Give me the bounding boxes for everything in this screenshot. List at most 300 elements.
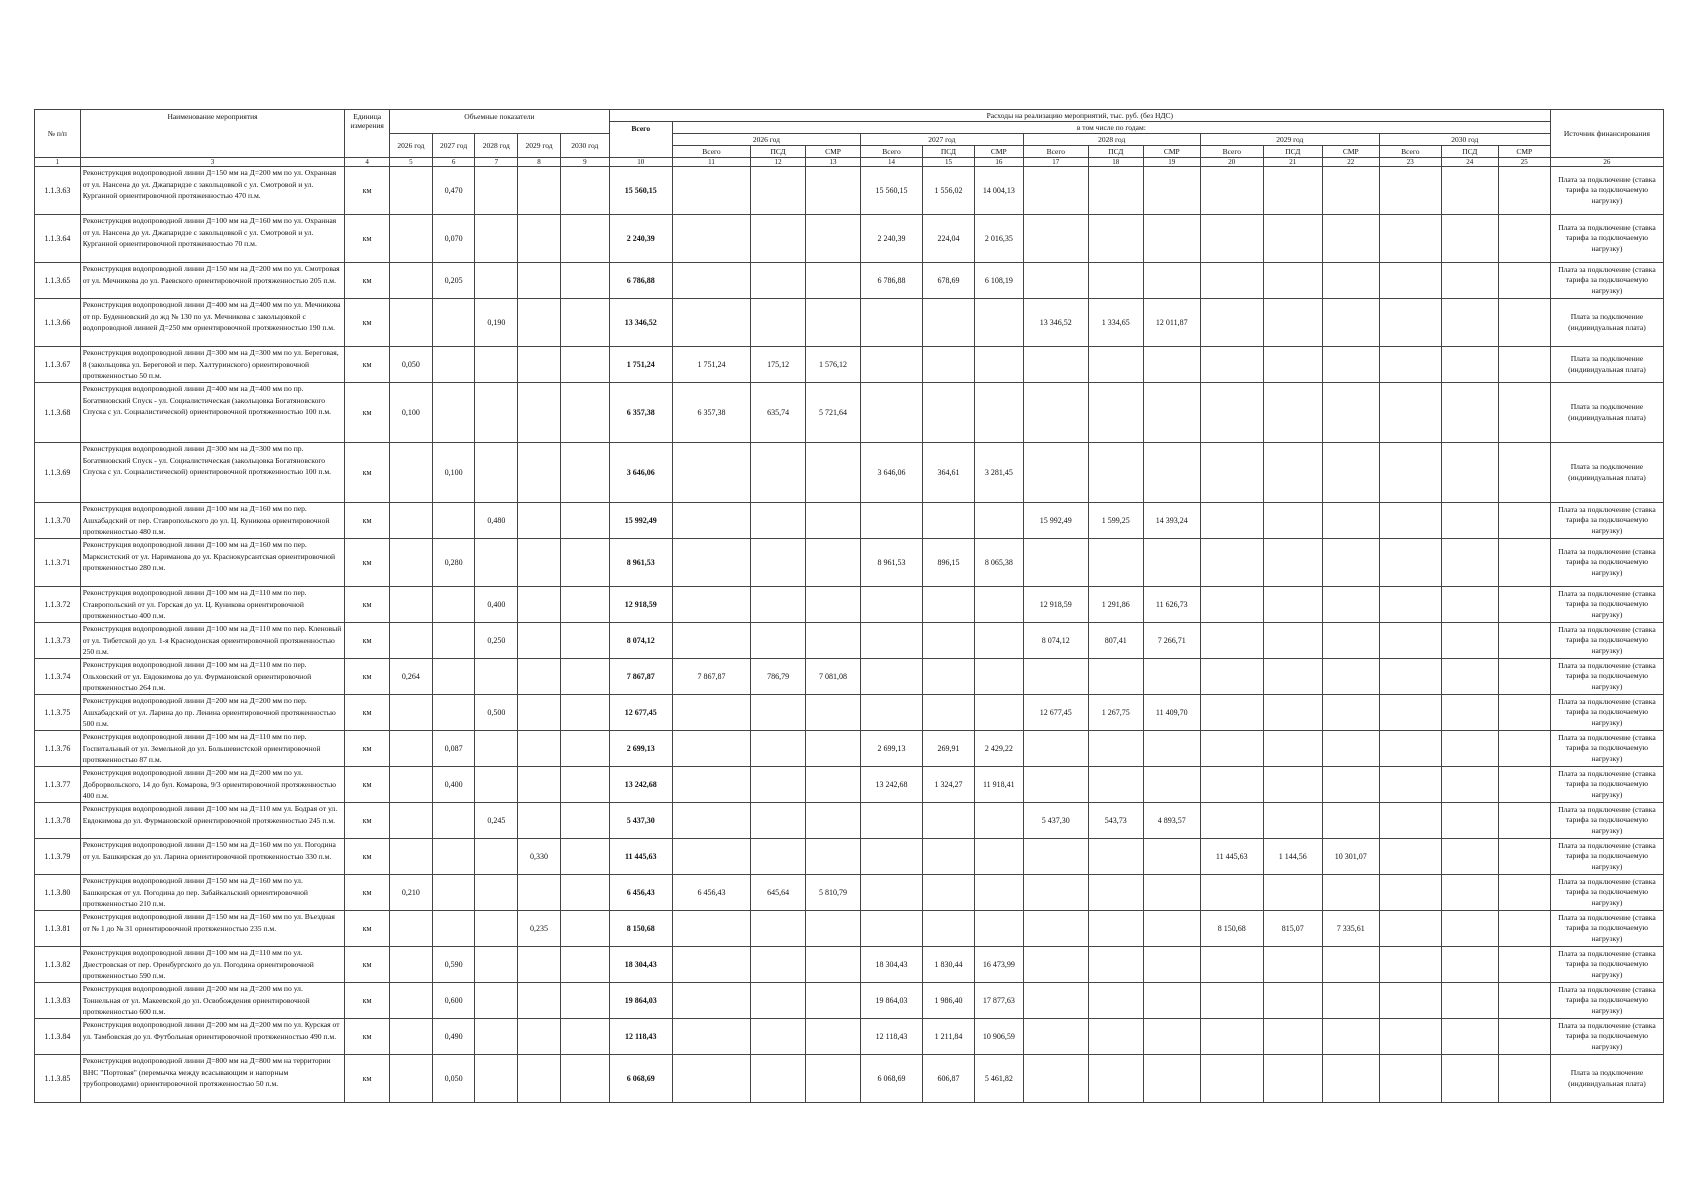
cost-psd-2028 (1088, 911, 1143, 947)
volume-2028 (475, 383, 518, 443)
cost-smr-2029 (1322, 215, 1379, 263)
cost-psd-2026 (751, 947, 806, 983)
measure-name: Реконструкция водопроводной линии Д=100 мм на Д=110 мм по пер. Ольховский от ул. Евдокимова до ул. Фурмановской ориентировочной протяженностью 264 п.м. (80, 659, 345, 695)
cost-total-2030 (1379, 731, 1441, 767)
cost-psd-2026 (751, 167, 806, 215)
cost-total-2027 (860, 911, 922, 947)
measure-name: Реконструкция водопроводной линии Д=800 мм на Д=800 мм на территории ВНС "Портовая" (перемычка между всасывающим и напорным трубопроводами) ориентировочной протяженностью 50 п.м. (80, 1055, 345, 1103)
cost-total-2029 (1200, 587, 1263, 623)
header-exp-2029: 2029 год (1200, 134, 1379, 146)
cost-total-2029 (1200, 767, 1263, 803)
subheader-psd-2027: ПСД (923, 146, 975, 158)
column-number: 10 (609, 158, 672, 167)
unit-cell: км (345, 767, 390, 803)
column-number: 7 (475, 158, 518, 167)
subheader-psd-2026: ПСД (751, 146, 806, 158)
cost-total-2029: 11 445,63 (1200, 839, 1263, 875)
cost-total-2030 (1379, 167, 1441, 215)
cost-smr-2030 (1498, 839, 1550, 875)
table-row (35, 947, 1664, 983)
total-cost: 13 242,68 (609, 767, 672, 803)
volume-2027 (432, 299, 475, 347)
measure-name: Реконструкция водопроводной линии Д=400 мм на Д=400 мм по ул. Мечникова от пр. Буденновский до жд № 130 по ул. Мечникова с закольцовкой с водопроводной линией Д=250 мм ориентировочной протяженностью 190 п.м. (80, 299, 345, 347)
cost-psd-2029 (1263, 263, 1322, 299)
volume-2029 (518, 503, 561, 539)
volume-2027: 0,470 (432, 167, 475, 215)
cost-smr-2030 (1498, 503, 1550, 539)
cost-smr-2029: 7 335,61 (1322, 911, 1379, 947)
cost-smr-2027 (974, 911, 1023, 947)
cost-smr-2026 (806, 167, 861, 215)
unit-cell: км (345, 167, 390, 215)
cost-psd-2026 (751, 1055, 806, 1103)
total-cost: 18 304,43 (609, 947, 672, 983)
cost-smr-2027 (974, 803, 1023, 839)
cost-psd-2029 (1263, 503, 1322, 539)
cost-smr-2029 (1322, 1055, 1379, 1103)
measure-name: Реконструкция водопроводной линии Д=150 мм на Д=200 мм по ул. Смотровая от ул. Мечникова до ул. Раевского ориентировочной протяженностью 205 п.м. (80, 263, 345, 299)
cost-psd-2030 (1441, 731, 1498, 767)
cost-smr-2027 (974, 659, 1023, 695)
financing-source: Плата за подключение (индивидуальная плата) (1550, 443, 1663, 503)
cost-psd-2029 (1263, 875, 1322, 911)
cost-psd-2028 (1088, 263, 1143, 299)
volume-2028 (475, 767, 518, 803)
cost-total-2027 (860, 299, 922, 347)
cost-smr-2029 (1322, 299, 1379, 347)
cost-psd-2027 (923, 503, 975, 539)
cost-psd-2030 (1441, 587, 1498, 623)
unit-cell: км (345, 731, 390, 767)
cost-psd-2026 (751, 767, 806, 803)
volume-2026 (390, 803, 433, 839)
column-number: 6 (432, 158, 475, 167)
volume-2029 (518, 299, 561, 347)
cost-smr-2026 (806, 443, 861, 503)
total-cost: 6 456,43 (609, 875, 672, 911)
measure-name: Реконструкция водопроводной линии Д=100 мм на Д=110 мм ул. Бодрая от ул. Евдокимова до ул. Фурмановской ориентировочной протяженностью 245 п.м. (80, 803, 345, 839)
table-row (35, 539, 1664, 587)
cost-smr-2027: 10 906,59 (974, 1019, 1023, 1055)
cost-total-2027: 6 068,69 (860, 1055, 922, 1103)
measures-table (34, 109, 1664, 1103)
table-row (35, 167, 1664, 215)
subheader-smr-2027: СМР (974, 146, 1023, 158)
cost-total-2026 (672, 1019, 750, 1055)
cost-psd-2028 (1088, 215, 1143, 263)
row-number: 1.1.3.69 (35, 443, 81, 503)
measure-name: Реконструкция водопроводной линии Д=100 мм на Д=160 мм по пер. Ашхабадский от пер. Ставропольского до ул. Ц. Куникова ориентировочной протяженностью 480 п.м. (80, 503, 345, 539)
header-exp-2028: 2028 год (1023, 134, 1200, 146)
cost-psd-2029: 1 144,56 (1263, 839, 1322, 875)
table-row (35, 767, 1664, 803)
volume-2030 (560, 839, 609, 875)
cost-psd-2030 (1441, 539, 1498, 587)
subheader-smr-2029: СМР (1322, 146, 1379, 158)
measure-name: Реконструкция водопроводной линии Д=150 мм на Д=200 мм по ул. Охранная от ул. Нансена до ул. Джапаридзе с закольцовкой с ул. Смотровой и ул. Курганной ориентировочной протяженностью 470 п.м. (80, 167, 345, 215)
measure-name: Реконструкция водопроводной линии Д=200 мм на Д=200 мм по ул. Курская от ул. Тамбовская до ул. Футбольная ориентировочной протяженностью 490 п.м. (80, 1019, 345, 1055)
cost-total-2030 (1379, 947, 1441, 983)
cost-psd-2027: 1 324,27 (923, 767, 975, 803)
table-row (35, 587, 1664, 623)
row-number: 1.1.3.82 (35, 947, 81, 983)
cost-smr-2028 (1143, 839, 1200, 875)
cost-total-2028 (1023, 539, 1088, 587)
cost-total-2026 (672, 911, 750, 947)
total-cost: 13 346,52 (609, 299, 672, 347)
measure-name: Реконструкция водопроводной линии Д=100 мм на Д=160 мм по ул. Охранная от ул. Нансена до ул. Джапаридзе с закольцовкой с ул. Смотровой и ул. Курганной ориентировочной протяженностью 70 п.м. (80, 215, 345, 263)
cost-smr-2030 (1498, 803, 1550, 839)
volume-2026 (390, 731, 433, 767)
volume-2027 (432, 839, 475, 875)
table-row (35, 659, 1664, 695)
cost-total-2028 (1023, 911, 1088, 947)
volume-2029 (518, 167, 561, 215)
cost-total-2026 (672, 299, 750, 347)
cost-total-2030 (1379, 983, 1441, 1019)
subheader-total-2029: Всего (1200, 146, 1263, 158)
financing-source: Плата за подключение (ставка тарифа за подключаемую нагрузку) (1550, 167, 1663, 215)
volume-2030 (560, 539, 609, 587)
cost-psd-2027: 364,61 (923, 443, 975, 503)
cost-total-2029 (1200, 167, 1263, 215)
cost-psd-2027: 269,91 (923, 731, 975, 767)
cost-psd-2029 (1263, 623, 1322, 659)
cost-total-2026 (672, 587, 750, 623)
cost-smr-2030 (1498, 659, 1550, 695)
financing-source: Плата за подключение (ставка тарифа за подключаемую нагрузку) (1550, 215, 1663, 263)
cost-psd-2029 (1263, 299, 1322, 347)
table-row (35, 623, 1664, 659)
financing-source: Плата за подключение (ставка тарифа за подключаемую нагрузку) (1550, 539, 1663, 587)
volume-2028: 0,250 (475, 623, 518, 659)
financing-source: Плата за подключение (индивидуальная плата) (1550, 347, 1663, 383)
subheader-total-2027: Всего (860, 146, 922, 158)
cost-total-2027 (860, 839, 922, 875)
cost-smr-2029 (1322, 875, 1379, 911)
unit-cell: км (345, 347, 390, 383)
row-number: 1.1.3.72 (35, 587, 81, 623)
volume-2030 (560, 659, 609, 695)
cost-smr-2028 (1143, 947, 1200, 983)
volume-2028 (475, 659, 518, 695)
total-cost: 11 445,63 (609, 839, 672, 875)
cost-psd-2030 (1441, 1019, 1498, 1055)
cost-smr-2026 (806, 299, 861, 347)
cost-psd-2027 (923, 803, 975, 839)
cost-smr-2026 (806, 983, 861, 1019)
cost-total-2029 (1200, 947, 1263, 983)
cost-total-2030 (1379, 347, 1441, 383)
financing-source: Плата за подключение (ставка тарифа за подключаемую нагрузку) (1550, 695, 1663, 731)
cost-psd-2027: 606,87 (923, 1055, 975, 1103)
cost-total-2028 (1023, 383, 1088, 443)
volume-2026 (390, 587, 433, 623)
cost-total-2030 (1379, 623, 1441, 659)
volume-2030 (560, 911, 609, 947)
cost-psd-2028 (1088, 947, 1143, 983)
cost-total-2026 (672, 503, 750, 539)
total-cost: 8 961,53 (609, 539, 672, 587)
cost-smr-2030 (1498, 215, 1550, 263)
volume-2027: 0,100 (432, 443, 475, 503)
cost-smr-2027 (974, 695, 1023, 731)
cost-psd-2030 (1441, 347, 1498, 383)
volume-2029 (518, 347, 561, 383)
row-number: 1.1.3.85 (35, 1055, 81, 1103)
cost-total-2029 (1200, 383, 1263, 443)
cost-smr-2026 (806, 803, 861, 839)
column-number: 16 (974, 158, 1023, 167)
cost-total-2030 (1379, 767, 1441, 803)
cost-smr-2026 (806, 767, 861, 803)
column-number: 25 (1498, 158, 1550, 167)
cost-psd-2029 (1263, 695, 1322, 731)
subheader-smr-2026: СМР (806, 146, 861, 158)
volume-2029 (518, 731, 561, 767)
cost-smr-2027: 14 004,13 (974, 167, 1023, 215)
cost-psd-2028 (1088, 1019, 1143, 1055)
cost-total-2030 (1379, 299, 1441, 347)
cost-smr-2028 (1143, 767, 1200, 803)
cost-smr-2030 (1498, 983, 1550, 1019)
volume-2030 (560, 443, 609, 503)
cost-smr-2029 (1322, 503, 1379, 539)
cost-smr-2029 (1322, 539, 1379, 587)
table-row (35, 263, 1664, 299)
row-number: 1.1.3.78 (35, 803, 81, 839)
cost-total-2030 (1379, 659, 1441, 695)
cost-total-2030 (1379, 875, 1441, 911)
cost-total-2027 (860, 347, 922, 383)
cost-smr-2028: 12 011,87 (1143, 299, 1200, 347)
column-number: 22 (1322, 158, 1379, 167)
cost-smr-2030 (1498, 731, 1550, 767)
row-number: 1.1.3.75 (35, 695, 81, 731)
total-cost: 6 068,69 (609, 1055, 672, 1103)
total-cost: 19 864,03 (609, 983, 672, 1019)
cost-smr-2029 (1322, 263, 1379, 299)
measure-name: Реконструкция водопроводной линии Д=150 мм на Д=160 мм по ул. Въездная от № 1 до № 31 ориентировочной протяженностью 235 п.м. (80, 911, 345, 947)
cost-psd-2026 (751, 215, 806, 263)
cost-smr-2029 (1322, 587, 1379, 623)
cost-psd-2027: 678,69 (923, 263, 975, 299)
volume-2026 (390, 1055, 433, 1103)
volume-2030 (560, 1055, 609, 1103)
cost-total-2030 (1379, 1019, 1441, 1055)
cost-psd-2026 (751, 587, 806, 623)
cost-total-2028 (1023, 347, 1088, 383)
volume-2027 (432, 875, 475, 911)
cost-psd-2028 (1088, 875, 1143, 911)
measure-name: Реконструкция водопроводной линии Д=100 мм на Д=110 мм по пер. Кленовый от ул. Тибетской до ул. 1-я Краснодонская ориентировочной протяженностью 250 п.м. (80, 623, 345, 659)
total-cost: 8 150,68 (609, 911, 672, 947)
cost-total-2029 (1200, 215, 1263, 263)
measure-name: Реконструкция водопроводной линии Д=150 мм на Д=160 мм по ул. Погодина от ул. Башкирская до ул. Ларина ориентировочной протяженностью 330 п.м. (80, 839, 345, 875)
cost-psd-2030 (1441, 911, 1498, 947)
volume-2027: 0,050 (432, 1055, 475, 1103)
total-cost: 8 074,12 (609, 623, 672, 659)
table-row (35, 383, 1664, 443)
investment-program-table-sheet (34, 109, 1664, 1103)
volume-2027 (432, 503, 475, 539)
column-number: 9 (560, 158, 609, 167)
column-number: 20 (1200, 158, 1263, 167)
volume-2030 (560, 731, 609, 767)
cost-smr-2030 (1498, 443, 1550, 503)
cost-smr-2030 (1498, 875, 1550, 911)
cost-smr-2027 (974, 299, 1023, 347)
column-number: 18 (1088, 158, 1143, 167)
cost-smr-2029 (1322, 623, 1379, 659)
volume-2029 (518, 215, 561, 263)
volume-2027 (432, 695, 475, 731)
cost-psd-2030 (1441, 1055, 1498, 1103)
row-number: 1.1.3.77 (35, 767, 81, 803)
volume-2030 (560, 947, 609, 983)
cost-psd-2028: 1 291,86 (1088, 587, 1143, 623)
cost-total-2029 (1200, 347, 1263, 383)
cost-psd-2029 (1263, 731, 1322, 767)
cost-smr-2030 (1498, 911, 1550, 947)
header-unit: Единица измерения (345, 110, 390, 158)
table-row (35, 839, 1664, 875)
cost-total-2027 (860, 803, 922, 839)
volume-2027: 0,087 (432, 731, 475, 767)
unit-cell: км (345, 623, 390, 659)
volume-2027: 0,280 (432, 539, 475, 587)
volume-2026 (390, 167, 433, 215)
unit-cell: км (345, 299, 390, 347)
cost-psd-2030 (1441, 167, 1498, 215)
total-cost: 12 918,59 (609, 587, 672, 623)
unit-cell: км (345, 947, 390, 983)
measure-name: Реконструкция водопроводной линии Д=100 мм на Д=110 мм по пер. Госпитальный от ул. Земельной до ул. Большевистской ориентировочной протяженностью 87 п.м. (80, 731, 345, 767)
cost-total-2028 (1023, 1055, 1088, 1103)
cost-total-2027 (860, 383, 922, 443)
cost-total-2030 (1379, 695, 1441, 731)
column-number: 11 (672, 158, 750, 167)
column-number: 21 (1263, 158, 1322, 167)
subheader-total-2028: Всего (1023, 146, 1088, 158)
volume-2028 (475, 539, 518, 587)
column-number: 17 (1023, 158, 1088, 167)
cost-smr-2026 (806, 623, 861, 659)
cost-psd-2026 (751, 299, 806, 347)
row-number: 1.1.3.81 (35, 911, 81, 947)
cost-smr-2028 (1143, 659, 1200, 695)
cost-psd-2030 (1441, 983, 1498, 1019)
cost-total-2027: 12 118,43 (860, 1019, 922, 1055)
table-row (35, 875, 1664, 911)
cost-psd-2030 (1441, 263, 1498, 299)
cost-total-2030 (1379, 587, 1441, 623)
cost-smr-2026 (806, 695, 861, 731)
cost-psd-2026 (751, 695, 806, 731)
column-number-row (35, 158, 1664, 167)
cost-total-2027: 3 646,06 (860, 443, 922, 503)
cost-psd-2027 (923, 299, 975, 347)
cost-smr-2030 (1498, 767, 1550, 803)
volume-2029 (518, 263, 561, 299)
volume-2028 (475, 947, 518, 983)
cost-total-2029 (1200, 1055, 1263, 1103)
cost-smr-2028 (1143, 911, 1200, 947)
volume-2026 (390, 695, 433, 731)
measure-name: Реконструкция водопроводной линии Д=150 мм на Д=160 мм по ул. Башкирская от ул. Погодина до пер. Забайкальский ориентировочной протяженностью 210 п.м. (80, 875, 345, 911)
cost-smr-2026: 5 810,79 (806, 875, 861, 911)
volume-2030 (560, 215, 609, 263)
financing-source: Плата за подключение (ставка тарифа за подключаемую нагрузку) (1550, 767, 1663, 803)
subheader-total-2030: Всего (1379, 146, 1441, 158)
unit-cell: км (345, 1055, 390, 1103)
volume-2028 (475, 839, 518, 875)
volume-2026 (390, 983, 433, 1019)
cost-psd-2030 (1441, 503, 1498, 539)
header-vol-2027: 2027 год (432, 134, 475, 158)
financing-source: Плата за подключение (ставка тарифа за подключаемую нагрузку) (1550, 1019, 1663, 1055)
volume-2026 (390, 503, 433, 539)
cost-total-2028 (1023, 875, 1088, 911)
cost-smr-2027: 16 473,99 (974, 947, 1023, 983)
cost-smr-2028 (1143, 383, 1200, 443)
cost-psd-2028 (1088, 167, 1143, 215)
volume-2027 (432, 383, 475, 443)
table-row (35, 695, 1664, 731)
measure-name: Реконструкция водопроводной линии Д=100 мм на Д=110 мм по пер. Ставропольский от ул. Горская до ул. Ц. Куникова ориентировочной протяженностью 400 п.м. (80, 587, 345, 623)
volume-2027 (432, 623, 475, 659)
cost-total-2028 (1023, 659, 1088, 695)
total-cost: 3 646,06 (609, 443, 672, 503)
financing-source: Плата за подключение (ставка тарифа за подключаемую нагрузку) (1550, 503, 1663, 539)
financing-source: Плата за подключение (ставка тарифа за подключаемую нагрузку) (1550, 983, 1663, 1019)
unit-cell: км (345, 803, 390, 839)
cost-psd-2028 (1088, 383, 1143, 443)
cost-psd-2027 (923, 911, 975, 947)
volume-2029 (518, 947, 561, 983)
cost-total-2030 (1379, 1055, 1441, 1103)
total-cost: 5 437,30 (609, 803, 672, 839)
cost-smr-2027: 17 877,63 (974, 983, 1023, 1019)
cost-total-2026 (672, 443, 750, 503)
volume-2029 (518, 875, 561, 911)
volume-2030 (560, 263, 609, 299)
cost-psd-2028 (1088, 1055, 1143, 1103)
cost-psd-2028: 1 334,65 (1088, 299, 1143, 347)
header-vol-2029: 2029 год (518, 134, 561, 158)
volume-2030 (560, 623, 609, 659)
subheader-psd-2029: ПСД (1263, 146, 1322, 158)
cost-total-2030 (1379, 839, 1441, 875)
volume-2028 (475, 1055, 518, 1103)
cost-smr-2030 (1498, 383, 1550, 443)
financing-source: Плата за подключение (ставка тарифа за подключаемую нагрузку) (1550, 947, 1663, 983)
cost-smr-2027 (974, 383, 1023, 443)
cost-smr-2029 (1322, 767, 1379, 803)
cost-psd-2030 (1441, 659, 1498, 695)
cost-psd-2027: 1 830,44 (923, 947, 975, 983)
cost-total-2026 (672, 839, 750, 875)
cost-total-2026 (672, 695, 750, 731)
volume-2029 (518, 767, 561, 803)
cost-psd-2029 (1263, 767, 1322, 803)
column-number: 15 (923, 158, 975, 167)
cost-total-2026 (672, 215, 750, 263)
volume-2026 (390, 767, 433, 803)
cost-total-2029 (1200, 731, 1263, 767)
cost-total-2028 (1023, 839, 1088, 875)
financing-source: Плата за подключение (ставка тарифа за подключаемую нагрузку) (1550, 263, 1663, 299)
